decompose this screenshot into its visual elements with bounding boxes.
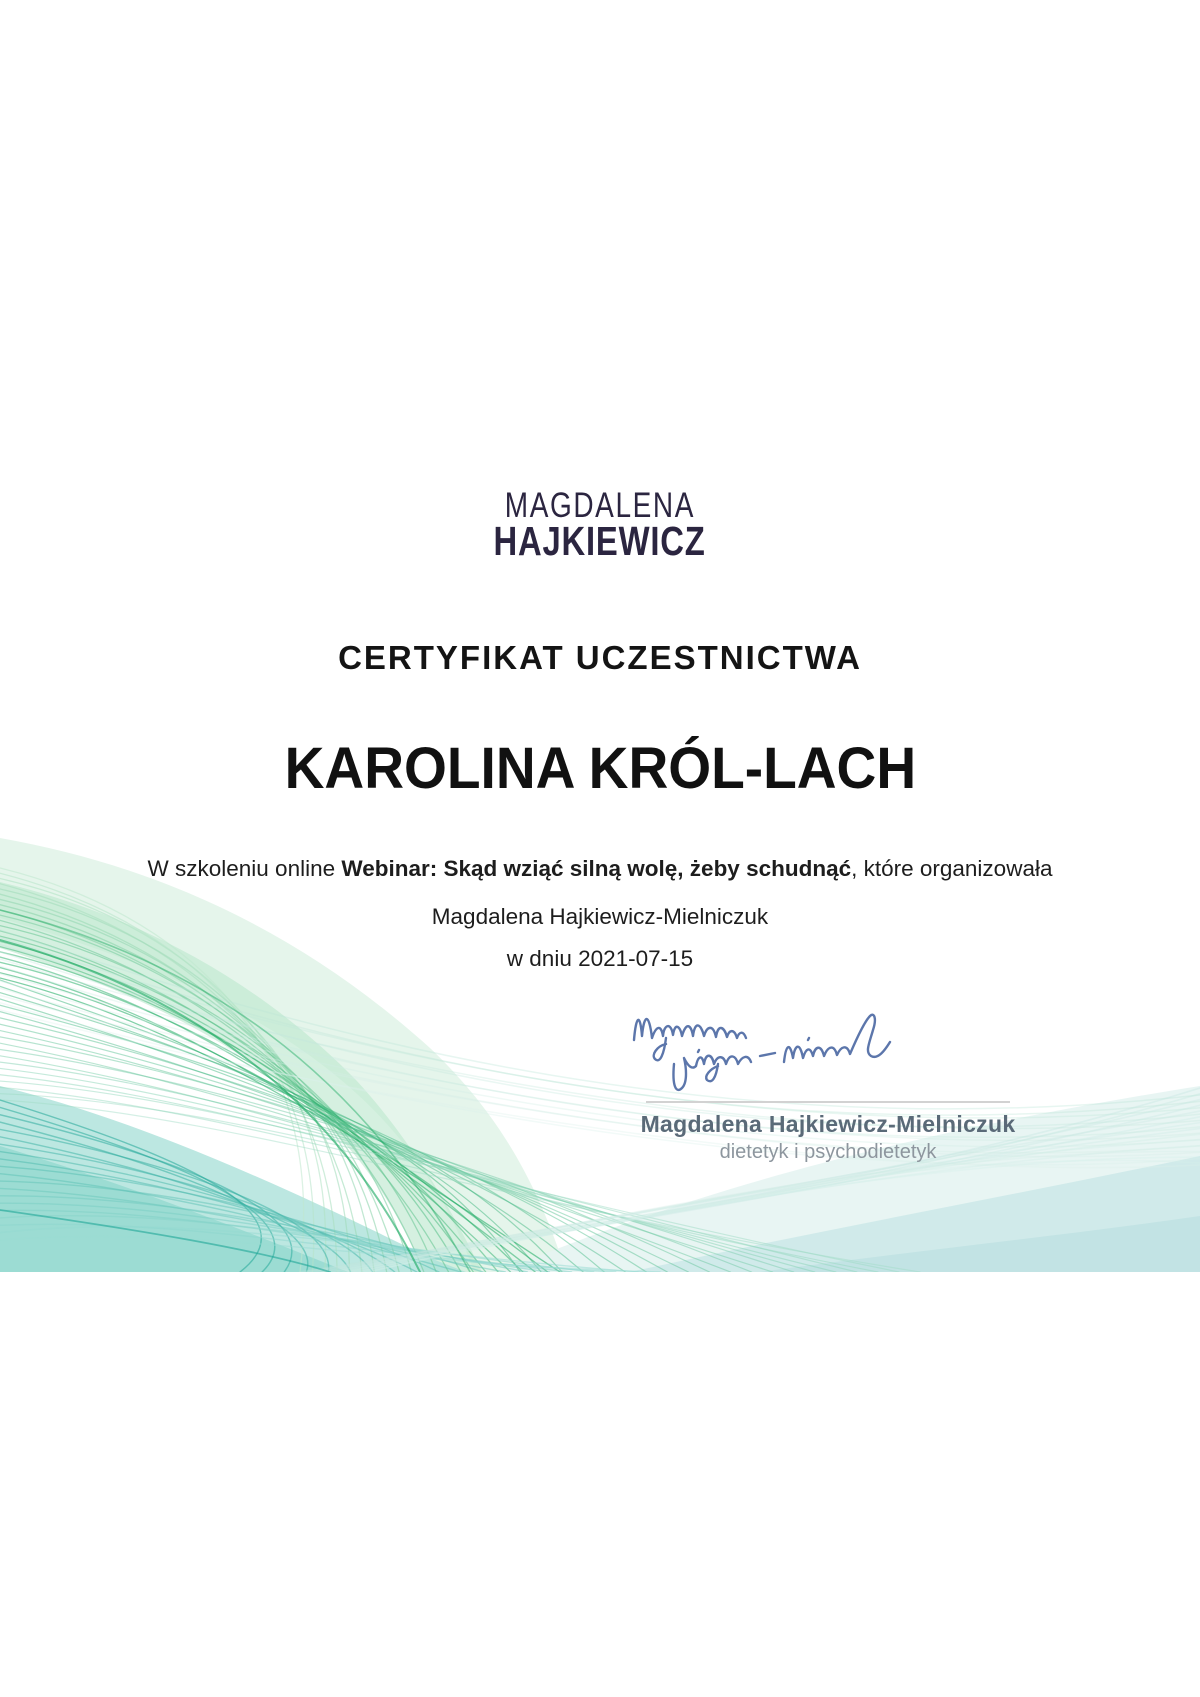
body-line-3-date: w dniu 2021-07-15	[506, 946, 694, 971]
body-line-1-prefix: W szkoleniu online	[147, 856, 342, 881]
handwritten-signature	[622, 998, 932, 1100]
body-line-1	[0, 856, 1200, 882]
recipient-name	[0, 735, 1200, 802]
brand-first-text: MAGDALENA	[504, 486, 696, 525]
signatory-name: Magdalena Hajkiewicz-Mielniczuk	[640, 1111, 1016, 1137]
certificate-title	[0, 639, 1200, 677]
signatory-role: dietetyk i psychodietetyk	[719, 1141, 937, 1163]
body-line-1-webinar-title: Webinar: Skąd wziąć silną wolę, żeby schudnąć	[341, 856, 852, 881]
certificate-title-text: CERTYFIKAT UCZESTNICTWA	[338, 639, 862, 676]
brand-logo-last-name	[0, 518, 1200, 565]
signature-rule	[646, 1101, 1010, 1103]
body-line-2-organizer: Magdalena Hajkiewicz-Mielniczuk	[431, 904, 769, 929]
brand-last-text: HAJKIEWICZ	[493, 518, 707, 564]
body-line-1-suffix: , które organizowała	[851, 856, 1053, 881]
recipient-name-text: KAROLINA KRÓL-LACH	[284, 736, 916, 801]
